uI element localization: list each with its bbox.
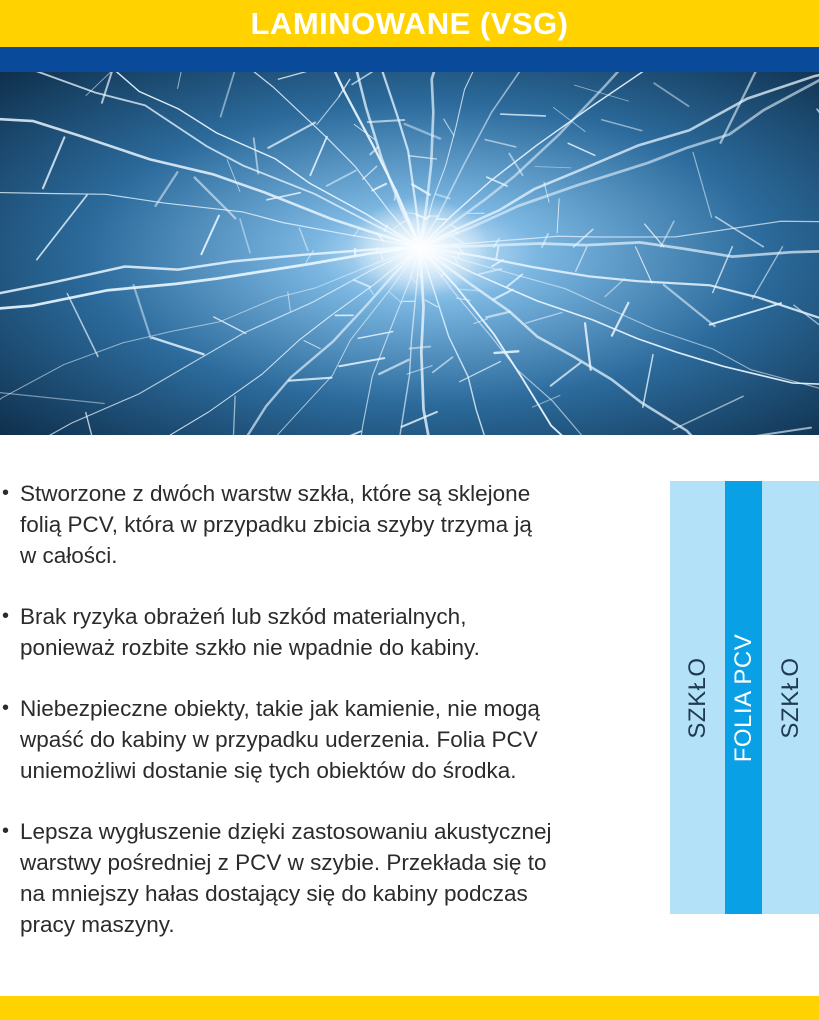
list-item: • Stworzone z dwóch warstw szkła, które są sklejone folią PCV, która w przypadku zbicia szyby trzyma ją w całości. xyxy=(2,478,650,571)
glass-layer-left xyxy=(670,481,725,914)
broken-glass-photo xyxy=(0,72,819,435)
pcv-foil-layer xyxy=(725,481,762,914)
bullet-icon: • xyxy=(2,605,10,627)
glass-layer-right xyxy=(762,481,819,914)
bullet-icon: • xyxy=(2,482,10,504)
bullet-icon: • xyxy=(2,820,10,842)
page-title: LAMINOWANE (VSG) xyxy=(250,5,569,41)
footer-bar xyxy=(0,996,819,1020)
header-bar xyxy=(0,0,819,47)
pcv-foil-layer-label: FOLIA PCV xyxy=(729,633,757,762)
glass-layers-diagram xyxy=(670,481,819,914)
bullet-icon: • xyxy=(2,697,10,719)
list-item: • Lepsza wygłuszenie dzięki zastosowaniu akustycznej warstwy pośredniej z PCV w szybie. Przekłada się to na mniejszy hałas dostający się do kabiny podczas pracy maszyny. xyxy=(2,816,650,940)
glass-layer-left-label: SZKŁO xyxy=(683,656,711,739)
list-item: • Brak ryzyka obrażeń lub szkód materialnych, ponieważ rozbite szkło nie wpadnie do kabiny. xyxy=(2,601,650,663)
list-item: • Niebezpieczne obiekty, takie jak kamienie, nie mogą wpaść do kabiny w przypadku uderzenia. Folia PCV uniemożliwi dostanie się tych obiektów do środka. xyxy=(2,693,650,786)
blue-stripe xyxy=(0,47,819,72)
glass-layer-right-label: SZKŁO xyxy=(776,656,804,739)
feature-list xyxy=(0,478,650,970)
